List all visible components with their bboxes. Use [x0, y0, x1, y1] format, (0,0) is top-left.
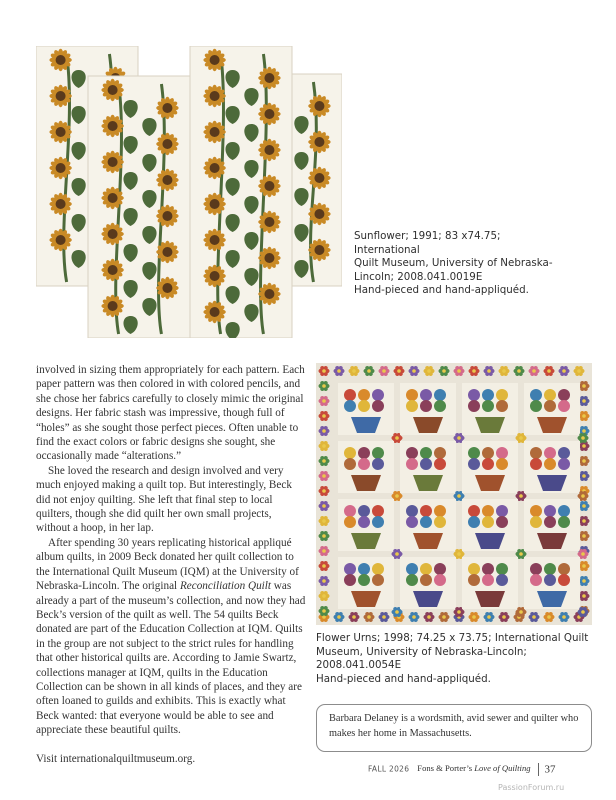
flower-center — [56, 91, 66, 101]
flower-center — [162, 211, 172, 221]
flower-center — [162, 103, 172, 113]
flower — [544, 447, 556, 459]
urn-block — [462, 441, 518, 493]
hexagon-center — [352, 369, 356, 373]
flower — [420, 516, 432, 528]
flower — [406, 389, 418, 401]
flower — [358, 563, 370, 575]
flower — [406, 458, 418, 470]
sunflower-quilt-image — [36, 46, 342, 338]
flower — [358, 447, 370, 459]
flower-center — [56, 235, 66, 245]
hexagon-center — [562, 615, 566, 619]
hexagon-center — [427, 615, 431, 619]
hexagon-center — [517, 369, 521, 373]
hexagon-center — [322, 369, 326, 373]
hexagon-center — [472, 615, 476, 619]
hexagon-center — [532, 615, 536, 619]
caption-line: Sunflower; 1991; 83 x74.75; International — [354, 230, 501, 256]
flower-center — [56, 163, 66, 173]
hexagon-center — [395, 610, 399, 614]
flower-center — [162, 283, 172, 293]
magazine-name-a: Fons & Porter’s — [417, 763, 475, 774]
flower — [344, 389, 356, 401]
hexagon-center — [367, 615, 371, 619]
flower — [544, 516, 556, 528]
urn-block — [400, 383, 456, 435]
flower — [434, 516, 446, 528]
hexagon-center — [487, 369, 491, 373]
article-paragraph: She loved the research and design involved and very much enjoyed making a quilt top. But interestingly, Beck did not enjoy quilting. She left that final step to local quilters, though she did quilt her own small projects, without a hoop, in her lap. — [36, 464, 292, 535]
flower — [496, 505, 508, 517]
hexagon-center — [382, 615, 386, 619]
flower-center — [210, 307, 220, 317]
flower — [482, 458, 494, 470]
hexagon-center — [412, 369, 416, 373]
flower — [530, 389, 542, 401]
hexagon-center — [487, 615, 491, 619]
hexagon-center — [532, 369, 536, 373]
flower-center — [314, 101, 324, 111]
hexagon-center — [412, 615, 416, 619]
caption-line: Quilt Museum, University of Nebraska- — [354, 257, 553, 269]
urn-block — [338, 557, 394, 609]
flower — [482, 574, 494, 586]
flower — [434, 389, 446, 401]
flower-center — [210, 163, 220, 173]
flower — [372, 574, 384, 586]
flower-center — [264, 181, 274, 191]
flower — [420, 447, 432, 459]
hexagon-center — [395, 436, 399, 440]
flower — [358, 400, 370, 412]
flower — [344, 505, 356, 517]
article-paragraph — [36, 536, 308, 738]
flower — [434, 563, 446, 575]
flower — [468, 389, 480, 401]
flower — [406, 516, 418, 528]
flower — [420, 563, 432, 575]
hexagon-center — [582, 594, 586, 598]
flower-center — [210, 235, 220, 245]
flower — [530, 447, 542, 459]
flower-center — [264, 73, 274, 83]
flower — [468, 574, 480, 586]
flower — [358, 389, 370, 401]
urn-block — [524, 383, 580, 435]
flower — [406, 447, 418, 459]
page-footer — [368, 763, 598, 776]
urn-block — [338, 499, 394, 551]
flower-center — [210, 199, 220, 209]
hexagon-center — [322, 384, 326, 388]
flower — [496, 400, 508, 412]
flower-center — [210, 127, 220, 137]
flower — [344, 458, 356, 470]
flower — [496, 563, 508, 575]
flower — [558, 447, 570, 459]
flower — [482, 505, 494, 517]
flower — [530, 458, 542, 470]
hexagon-center — [322, 474, 326, 478]
flower — [344, 447, 356, 459]
flower-center — [314, 173, 324, 183]
flower-center — [162, 139, 172, 149]
footer-divider — [538, 763, 539, 776]
flower — [544, 574, 556, 586]
hexagon-center — [322, 579, 326, 583]
flower — [558, 505, 570, 517]
flower — [558, 389, 570, 401]
urn-block — [400, 441, 456, 493]
flower — [496, 447, 508, 459]
flower-center — [314, 137, 324, 147]
flower-center — [108, 157, 118, 167]
page-number: 37 — [544, 763, 556, 776]
hexagon-center — [352, 615, 356, 619]
flower — [420, 574, 432, 586]
flower — [558, 574, 570, 586]
caption-line: Lincoln; 2008.041.0019E — [354, 270, 483, 283]
sunflower-quilt-art — [36, 46, 342, 338]
flower-center — [314, 245, 324, 255]
hexagon-center — [581, 436, 585, 440]
flower — [544, 458, 556, 470]
watermark: PassionForum.ru — [498, 783, 565, 792]
urn-block — [338, 441, 394, 493]
hexagon-center — [577, 369, 581, 373]
flower-center — [264, 253, 274, 263]
hexagon-center — [581, 552, 585, 556]
flower — [372, 505, 384, 517]
flower — [544, 505, 556, 517]
urn-block — [524, 557, 580, 609]
hexagon-center — [582, 504, 586, 508]
hexagon-center — [519, 436, 523, 440]
hexagon-center — [547, 369, 551, 373]
flower — [530, 563, 542, 575]
hexagon-center — [519, 494, 523, 498]
flower-center — [56, 199, 66, 209]
hexagon-center — [457, 369, 461, 373]
hexagon-center — [581, 610, 585, 614]
flower — [434, 447, 446, 459]
hexagon-center — [582, 579, 586, 583]
flower — [358, 574, 370, 586]
museum-link[interactable]: Visit internationalquiltmuseum.org. — [36, 752, 196, 765]
flower — [420, 505, 432, 517]
hexagon-center — [547, 615, 551, 619]
flower — [434, 400, 446, 412]
hexagon-center — [457, 610, 461, 614]
hexagon-center — [337, 615, 341, 619]
flower — [530, 400, 542, 412]
flower — [530, 516, 542, 528]
flower — [406, 563, 418, 575]
hexagon-center — [457, 494, 461, 498]
hexagon-center — [382, 369, 386, 373]
flower — [358, 505, 370, 517]
hexagon-center — [322, 414, 326, 418]
hexagon-center — [322, 564, 326, 568]
flower-center — [108, 265, 118, 275]
flower-center — [210, 55, 220, 65]
hexagon-center — [562, 369, 566, 373]
flower — [468, 400, 480, 412]
flower — [344, 574, 356, 586]
flower — [468, 563, 480, 575]
flower-center — [264, 217, 274, 227]
hexagon-center — [367, 369, 371, 373]
flower — [482, 516, 494, 528]
flower — [434, 574, 446, 586]
flower — [496, 389, 508, 401]
hexagon-center — [582, 399, 586, 403]
flower — [468, 516, 480, 528]
flower — [482, 447, 494, 459]
flower-center — [108, 193, 118, 203]
hexagon-center — [519, 552, 523, 556]
flower — [558, 563, 570, 575]
flower-center — [108, 301, 118, 311]
hexagon-center — [442, 615, 446, 619]
issue-season: FALL 2026 — [368, 764, 410, 774]
flower — [468, 447, 480, 459]
urn-block — [400, 499, 456, 551]
flower — [420, 458, 432, 470]
urn-block — [462, 557, 518, 609]
hexagon-center — [395, 552, 399, 556]
flower-center — [56, 127, 66, 137]
flower-center — [162, 247, 172, 257]
flower-center — [56, 55, 66, 65]
author-bio: Barbara Delaney is a wordsmith, avid sewer and quilter who makes her home in Massachusetts. — [329, 713, 579, 739]
flower — [482, 400, 494, 412]
flower — [482, 389, 494, 401]
text-run: was already a part of the museum’s collection, and now they had Beck’s version of the quilt as well. The 54 quilts Beck donated are part of the Education Collection at IQM. Quilts in the group are not subject to the strict rules for handling that other historical quilts are. According to Jamie Swartz, collections manager at IQM, quilts in the Education Collection can be shown in all kinds of places, and they are often loaned to guilds and exhibits. This is exactly what Beck wanted: that everyone would be able to see and appreciate these beautiful quilts. — [36, 580, 306, 737]
flower — [372, 458, 384, 470]
urn-block — [524, 441, 580, 493]
hexagon-center — [322, 534, 326, 538]
hexagon-center — [582, 414, 586, 418]
caption-line: Museum, University of Nebraska-Lincoln; 2008.041.0054E — [316, 645, 527, 671]
flower — [530, 574, 542, 586]
flower — [482, 563, 494, 575]
flower — [420, 389, 432, 401]
flower — [558, 400, 570, 412]
flower — [358, 516, 370, 528]
article-body — [36, 363, 308, 766]
hexagon-center — [502, 369, 506, 373]
quilt-title: Reconciliation Quilt — [179, 580, 271, 593]
flower — [358, 458, 370, 470]
hexagon-center — [322, 594, 326, 598]
flower — [372, 516, 384, 528]
flower — [468, 458, 480, 470]
hexagon-center — [337, 369, 341, 373]
flower — [406, 505, 418, 517]
urn-block — [462, 499, 518, 551]
flower — [406, 400, 418, 412]
flower-urns-quilt-art — [316, 363, 592, 625]
hexagon-center — [472, 369, 476, 373]
hexagon-center — [582, 564, 586, 568]
urn-block — [338, 383, 394, 435]
flower-center — [108, 229, 118, 239]
flower-center — [108, 121, 118, 131]
leaf — [225, 322, 239, 338]
hexagon-center — [519, 610, 523, 614]
flower — [372, 447, 384, 459]
hexagon-center — [442, 369, 446, 373]
flower-urns-caption — [316, 632, 606, 686]
flower — [496, 574, 508, 586]
hexagon-center — [322, 489, 326, 493]
hexagon-center — [395, 494, 399, 498]
magazine-name — [417, 763, 530, 773]
hexagon-center — [322, 609, 326, 613]
hexagon-center — [582, 519, 586, 523]
flower-center — [264, 109, 274, 119]
hexagon-center — [427, 369, 431, 373]
hexagon-center — [582, 459, 586, 463]
hexagon-center — [581, 494, 585, 498]
flower — [496, 458, 508, 470]
flower — [496, 516, 508, 528]
hexagon-center — [397, 369, 401, 373]
hexagon-center — [457, 552, 461, 556]
quilt-panel — [88, 76, 190, 338]
hexagon-center — [322, 444, 326, 448]
flower — [406, 574, 418, 586]
flower-center — [264, 145, 274, 155]
flower — [344, 400, 356, 412]
flower-center — [210, 271, 220, 281]
hexagon-center — [582, 534, 586, 538]
flower-center — [108, 85, 118, 95]
hexagon-center — [502, 615, 506, 619]
flower — [372, 563, 384, 575]
hexagon-center — [322, 399, 326, 403]
hexagon-center — [322, 519, 326, 523]
caption-line: Flower Urns; 1998; 74.25 x 73.75; International Quilt — [316, 632, 589, 644]
flower — [544, 389, 556, 401]
author-bio-box — [316, 704, 592, 752]
flower — [372, 389, 384, 401]
hexagon-center — [322, 429, 326, 433]
flower — [544, 563, 556, 575]
hexagon-center — [582, 474, 586, 478]
flower-center — [210, 91, 220, 101]
hexagon-center — [582, 384, 586, 388]
urn-block — [462, 383, 518, 435]
flower — [420, 400, 432, 412]
text-run: After spending 30 years replicating historical appliqué album quilts, in 2009 Beck donated her quilt collection to the International Quilt Museum (IQM) at the University of Nebraska-Lincoln. The original — [36, 536, 299, 593]
hexagon-center — [582, 444, 586, 448]
hexagon-center — [322, 504, 326, 508]
hexagon-center — [457, 436, 461, 440]
urn-block — [524, 499, 580, 551]
flower-center — [314, 209, 324, 219]
caption-line: Hand-pieced and hand-appliquéd. — [316, 672, 491, 685]
flower — [530, 505, 542, 517]
caption-line: Hand-pieced and hand-appliquéd. — [354, 284, 529, 296]
flower — [544, 400, 556, 412]
flower — [434, 458, 446, 470]
magazine-name-b: Love of Quilting — [474, 763, 531, 774]
hexagon-center — [582, 429, 586, 433]
flower-center — [162, 175, 172, 185]
flower — [558, 458, 570, 470]
hexagon-center — [322, 459, 326, 463]
flower — [468, 505, 480, 517]
urn-block — [400, 557, 456, 609]
article-paragraph: involved in sizing them appropriately for each pattern. Each paper pattern was then colored in with colored pencils, and she chose her fabrics carefully to closely mimic the original designs. Her fabric stash was impressive, though full of “holes” as she sought those perfect pieces. Often unable to find the exact colors or fabric designs she sought, she occasionally made “alterations.” — [36, 364, 305, 463]
flower — [344, 516, 356, 528]
flower — [372, 400, 384, 412]
flower — [344, 563, 356, 575]
flower-center — [264, 289, 274, 299]
hexagon-center — [322, 549, 326, 553]
flower-urns-quilt-image — [316, 363, 592, 625]
sunflower-caption — [354, 230, 564, 298]
flower — [558, 516, 570, 528]
flower — [434, 505, 446, 517]
